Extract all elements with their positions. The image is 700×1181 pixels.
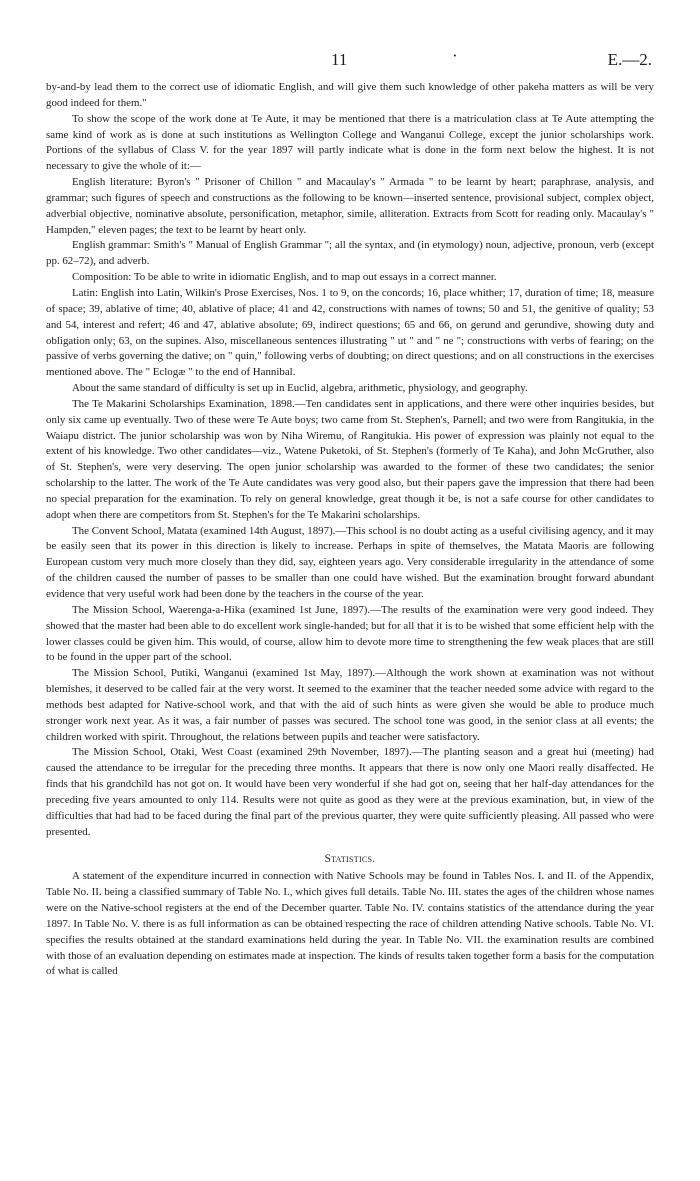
paragraph-english-literature: English literature: Byron's " Prisoner of Chillon " and Macaulay's " Armada " to be learnt by heart; paraphrase, analysis, and grammar; such figures of speech and constructions as the following to be known—inserted sentence, provisional subject, complex object, adverbial objective, nominative absolute, personification, metaphor, simile, alliteration. Extracts from Scott for reading only. Macaulay's " Hampden," eleven pages; the text to be learnt by heart only. xyxy=(46,176,654,236)
report-reference: E.—2. xyxy=(607,50,652,69)
paragraph-statistics: A statement of the expenditure incurred in connection with Native Schools may be found in Tables Nos. I. and II. of the Appendix, Table No. II. being a classified summary of Table No. I., which gives full details. Table No. III. states the ages of the children whose names were on the Native-school registers at the end of the December quarter. Table No. IV. contains statistics of the attendance during the year 1897. In Table No. V. there is as full information as can be obtained respecting the race of children attending Native schools. Table No. VI. specifies the results obtained at the standard examinations held during the year. In Table No. VII. the examination results are combined with those of an evaluation depending on estimates made at inspection. The kinds of results taken together form a basis for the computation of what is called xyxy=(46,870,655,978)
paragraph-te-aute-scope: To show the scope of the work done at Te Aute, it may be mentioned that there is a matriculation class at Te Aute attempting the same kind of work as is done at such institutions as Wellington College and Wanganui College, except the junior scholarships work. Portions of the syllabus of Class V. for the year 1897 will partly indicate what is done in the form next below the highest. It is not necessary to give the whole of it:— xyxy=(46,112,654,173)
page-number: 11 xyxy=(331,50,348,69)
paragraph-standard-difficulty: About the same standard of difficulty is set up in Euclid, algebra, arithmetic, physiology, and geography. xyxy=(72,382,528,395)
paragraph-composition: Composition: To be able to write in idiomatic English, and to map out essays in a correct manner. xyxy=(72,271,497,284)
paragraph-te-makarini-scholarships: The Te Makarini Scholarships Examination, 1898.—Ten candidates sent in applications, and there were other inquiries besides, but only six came up eventually. Two of these were Te Aute boys; two came from St. Stephen's, Parnell; and two were from Rangitukia, in the Waiapu district. The junior scholarship was won by Niha Wiremu, of Rangitukia. His power of expression was plainly not equal to the extent of his knowledge. Two other candidates—viz., Watene Puketoki, of St. Stephen's (formerly of Te Kaha), and John McGruther, also of St. Stephen's, were very deserving. The open junior scholarship was awarded to the former of these two candidates; the senior scholarship to the latter. The work of the Te Aute candidates was very good also, but their papers gave the impression that there had been no special preparation for the examination. To rely on general knowledge, great though it be, is not a safe course for other candidates to adopt when there are competitors from St. Stephen's for the Te Makarini scholarships. xyxy=(46,397,654,521)
paragraph-mission-school-waerenga: The Mission School, Waerenga-a-Hika (examined 1st June, 1897).—The results of the examination were very good indeed. They showed that the master had been able to do excellent work single-handed; but for all that it is to be wished that some efficient help with the lower classes could be given him. This would, of course, allow him to devote more time to strengthening the few weak places that are still to be found in the upper part of the school. xyxy=(46,603,654,664)
body-text xyxy=(46,80,654,980)
paragraph-english-grammar: English grammar: Smith's " Manual of English Grammar "; all the syntax, and (in etymology) noun, adjective, pronoun, verb (except pp. 62–72), and adverb. xyxy=(46,239,654,268)
paragraph-mission-school-putiki: The Mission School, Putiki, Wanganui (examined 1st May, 1897).—Although the work shown at examination was not without blemishes, it deserved to be called fair at the very worst. It seemed to the examiner that the teacher needed some advice with regard to the methods best adapted for Native-school work, and that with the aid of such hints as were given she would be able to produce much stronger work next year. As it was, a fair number of passes was secured. The school tone was good, in the senior class at all events; the children worked with spirit. Throughout, the relations between pupils and teacher were satisfactory. xyxy=(46,667,654,743)
paragraph-convent-school-matata: The Convent School, Matata (examined 14th August, 1897).—This school is no doubt acting as a useful civilising agency, and it may be easily seen that its power in this direction is likely to increase. Perhaps in spite of themselves, the Matata Maoris are following European custom very much more closely than they did, say, eighteen years ago. Very considerable irregularity in the attendance of some of the children caused the number of passes to be smaller than one could have wished. But the examination brought forward abundant evidence that very useful work had been done by the teachers in the course of the year. xyxy=(46,524,654,600)
section-heading-statistics: Statistics. xyxy=(324,852,376,865)
paragraph-latin: Latin: English into Latin, Wilkin's Prose Exercises, Nos. 1 to 9, on the concords; 16, place whither; 17, duration of time; 18, measure of space; 39, ablative of time; 40, ablative of place; 41 and 42, constructions with names of towns; 50 and 51, the genitive of quality; 53 and 54, interest and refert; 46 and 47, ablative absolute; 69, indirect questions; 65 and 66, on gerund and gerundive, showing duty and obligation only; 63, on the supines. Also, miscellaneous sentences illustrating " ut " and " ne "; constructions with verbs of fearing; on the passive of verbs governing the dative; on " quin," following verbs of doubting; on direct questions; and on all constructions in the exercises mentioned above. The " Eclogæ " to the end of Hannibal. xyxy=(46,286,654,379)
page-header xyxy=(0,46,700,72)
paragraph-mission-school-otaki: The Mission School, Otaki, West Coast (examined 29th November, 1897).—The planting season and a great hui (meeting) had caused the attendance to be irregular for the preceding three months. It appears that there is now only one Maori really disaffected. He finds that his grandchild has not got on. It would have been very wonderful if she had got on, seeing that her half-day attendances for the preceding five years amounted to only 114. Results were not quite as good as they were at the previous examination, but, in view of the difficulties that had had to be faced during the final part of the previous quarter, they were quite sufficiently pleasing. All passed who were presented. xyxy=(46,746,654,838)
paragraph-continued: by-and-by lead them to the correct use of idiomatic English, and will give them such knowledge of other pakeha matters as will be very good indeed for them." xyxy=(46,81,654,109)
header-dot: · xyxy=(452,46,458,65)
